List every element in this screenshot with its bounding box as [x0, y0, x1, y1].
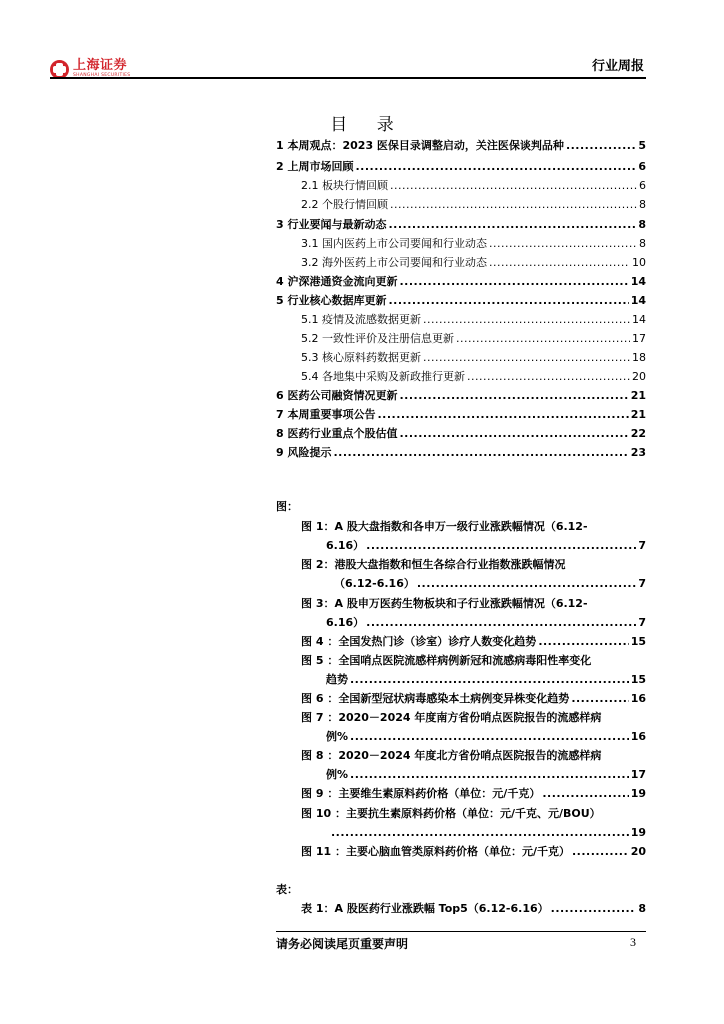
footer-divider	[276, 931, 646, 932]
toc-entry[interactable]: 3.1 国内医药上市公司要闻和行业动态 ..... 8	[301, 235, 646, 253]
figure-entry[interactable]: 图 1：A 股大盘指数和各申万一级行业涨跌幅情况（6.12-	[301, 520, 588, 533]
figure-entry-cont[interactable]: ..... 19	[329, 824, 646, 842]
brand-emblem-icon	[50, 60, 69, 79]
tables-label: 表：	[276, 883, 298, 896]
toc-entry[interactable]: 5.1 疫情及流感数据更新 ..... 14	[301, 311, 646, 329]
toc-entry[interactable]: 4 沪深港通资金流向更新 ..... 14	[276, 273, 646, 291]
figure-entry[interactable]: 图 8 ：2020－2024 年度北方省份哨点医院报告的流感样病	[301, 749, 602, 762]
figure-entry[interactable]: 图 11 ：主要心脑血管类原料药价格（单位：元/千克） ..... 20	[301, 843, 646, 861]
toc-title: 目 录	[330, 115, 406, 135]
toc-entry[interactable]: 5 行业核心数据库更新 ..... 14	[276, 292, 646, 310]
figure-entry[interactable]: 图 3：A 股申万医药生物板块和子行业涨跌幅情况（6.12-	[301, 597, 588, 610]
toc-entry[interactable]: 5.4 各地集中采购及新政推行更新 ..... 20	[301, 368, 646, 386]
table-entry[interactable]: 表 1：A 股医药行业涨跌幅 Top5（6.12-6.16） ..... 8	[301, 900, 646, 918]
page-number: 3	[630, 935, 636, 949]
toc-entry[interactable]: 5.2 一致性评价及注册信息更新 ..... 17	[301, 330, 646, 348]
toc-entry[interactable]: 2.2 个股行情回顾 ..... 8	[301, 196, 646, 214]
footer-disclaimer: 请务必阅读尾页重要声明	[276, 937, 409, 951]
toc-entry[interactable]: 6 医药公司融资情况更新 ..... 21	[276, 387, 646, 405]
toc-entry[interactable]: 3.2 海外医药上市公司要闻和行业动态 ..... 10	[301, 254, 646, 272]
report-type: 行业周报	[591, 59, 644, 74]
toc-entry[interactable]: 2 上周市场回顾 ..... 6	[276, 158, 646, 176]
figure-entry[interactable]: 图 6 ：全国新型冠状病毒感染本土病例变异株变化趋势 ..... 16	[301, 690, 646, 708]
toc-entry[interactable]: 1 本周观点：2023 医保目录调整启动，关注医保谈判品种 ..... 5	[276, 137, 646, 155]
figure-entry[interactable]: 图 2：港股大盘指数和恒生各综合行业指数涨跌幅情况	[301, 558, 566, 571]
figure-entry-cont[interactable]: 6.16） ..... 7	[326, 614, 646, 632]
figure-entry-cont[interactable]: 例% ..... 16	[326, 728, 646, 746]
brand-name-cn: 上海证券	[73, 58, 128, 74]
toc-entry[interactable]: 7 本周重要事项公告 ..... 21	[276, 406, 646, 424]
figure-entry[interactable]: 图 5 ：全国哨点医院流感样病例新冠和流感病毒阳性率变化	[301, 654, 592, 667]
header-divider	[50, 77, 646, 79]
figure-entry[interactable]: 图 9 ：主要维生素原料药价格（单位：元/千克） ..... 19	[301, 785, 646, 803]
toc-entry[interactable]: 2.1 板块行情回顾 ..... 6	[301, 177, 646, 195]
figure-entry-cont[interactable]: 趋势 ..... 15	[326, 671, 646, 689]
figure-entry[interactable]: 图 4 ：全国发热门诊（诊室）诊疗人数变化趋势 ..... 15	[301, 633, 646, 651]
toc-entry[interactable]: 8 医药行业重点个股估值 ..... 22	[276, 425, 646, 443]
figure-entry[interactable]: 图 10 ：主要抗生素原料药价格（单位：元/千克、元/BOU）	[301, 807, 601, 820]
figure-entry[interactable]: 图 7 ：2020－2024 年度南方省份哨点医院报告的流感样病	[301, 711, 602, 724]
toc-entry[interactable]: 3 行业要闻与最新动态 ..... 8	[276, 216, 646, 234]
figure-entry-cont[interactable]: 6.16） ..... 7	[326, 537, 646, 555]
figure-entry-cont[interactable]: （6.12-6.16） ..... 7	[334, 575, 646, 593]
figures-label: 图：	[276, 500, 298, 513]
toc-entry[interactable]: 5.3 核心原料药数据更新 ..... 18	[301, 349, 646, 367]
brand-name-en: SHANGHAI SECURITIES	[73, 73, 131, 79]
figure-entry-cont[interactable]: 例% ..... 17	[326, 766, 646, 784]
toc-entry[interactable]: 9 风险提示 ..... 23	[276, 444, 646, 462]
